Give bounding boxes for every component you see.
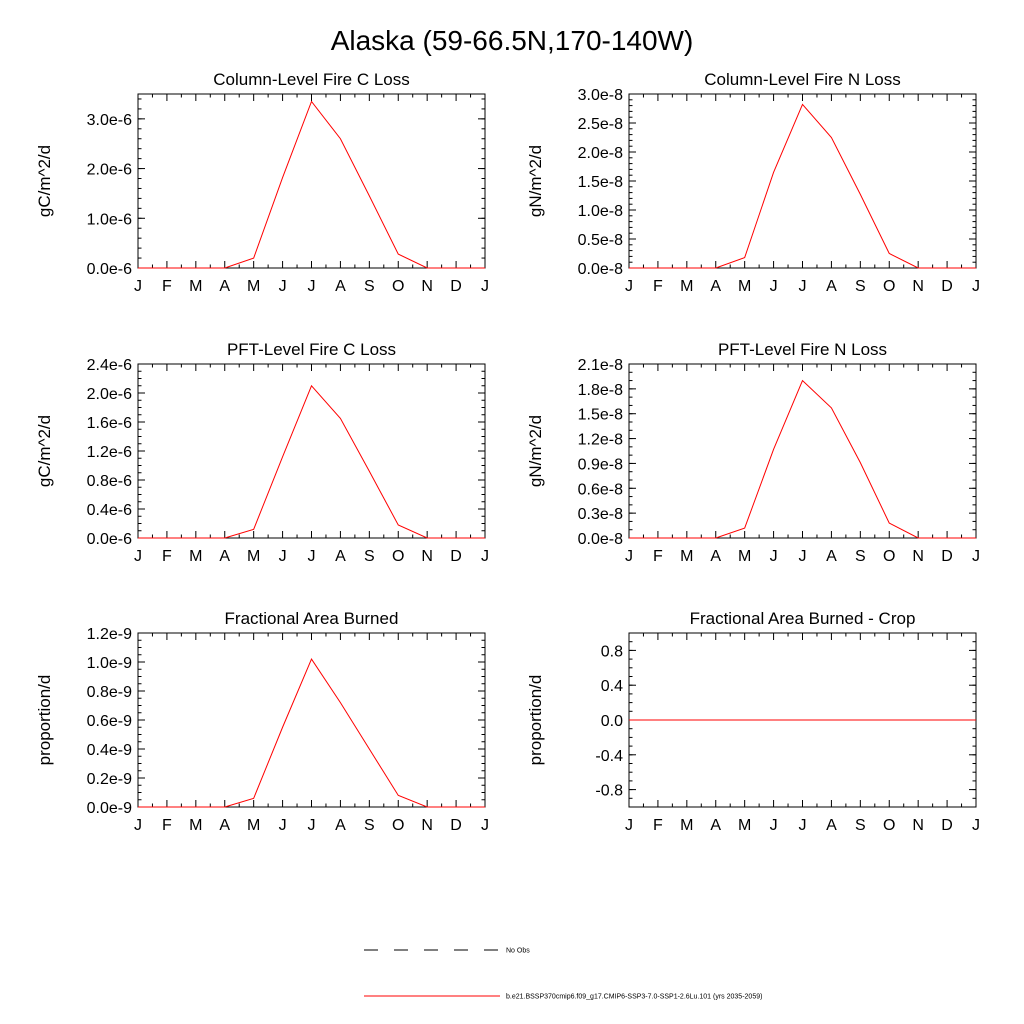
- y-axis-label: gN/m^2/d: [526, 144, 545, 218]
- y-tick-label: 2.0e-8: [577, 145, 623, 162]
- x-tick-label: O: [883, 278, 896, 295]
- y-axis-label: gN/m^2/d: [526, 414, 545, 488]
- series-line-1: [138, 659, 485, 807]
- x-tick-label: J: [972, 278, 980, 295]
- y-tick-label: 0.0e-8: [577, 531, 623, 548]
- x-tick-label: N: [421, 278, 433, 295]
- x-tick-label: A: [219, 548, 231, 565]
- x-tick-label: O: [883, 817, 896, 834]
- x-tick-label: J: [798, 548, 807, 565]
- plot-frame: [629, 364, 976, 538]
- x-tick-label: J: [625, 548, 633, 565]
- y-axis-label: gC/m^2/d: [35, 144, 54, 218]
- y-tick-label: 0.0e-6: [86, 261, 132, 278]
- x-tick-label: O: [392, 817, 405, 834]
- y-tick-label: 3.0e-6: [86, 111, 132, 129]
- x-tick-label: A: [219, 278, 231, 295]
- y-tick-label: 0.9e-8: [577, 456, 623, 474]
- x-tick-label: F: [162, 548, 172, 565]
- series-line-1: [138, 386, 485, 538]
- y-tick-label: 2.4e-6: [86, 357, 132, 374]
- y-tick-label: 1.0e-8: [577, 203, 623, 220]
- x-tick-label: F: [653, 278, 663, 295]
- x-tick-label: J: [625, 817, 633, 834]
- x-tick-label: S: [363, 817, 375, 834]
- chart-panel-6: [526, 609, 980, 834]
- x-tick-label: M: [247, 278, 261, 295]
- x-tick-label: D: [941, 817, 953, 834]
- y-tick-label: 1.0e-9: [86, 655, 132, 672]
- x-tick-label: S: [854, 278, 866, 295]
- chart-panel-5: [35, 609, 489, 834]
- y-tick-label: -0.8: [595, 782, 623, 800]
- x-tick-label: M: [738, 817, 752, 834]
- x-tick-label: J: [769, 817, 778, 834]
- y-tick-label: 0.0e-8: [577, 261, 623, 278]
- y-tick-label: 0.6e-8: [577, 481, 623, 499]
- x-tick-label: J: [625, 278, 633, 295]
- x-tick-label: F: [162, 278, 172, 295]
- x-tick-label: J: [481, 817, 489, 834]
- x-tick-label: F: [653, 548, 663, 565]
- x-tick-label: A: [826, 817, 837, 834]
- chart-panel-1: [35, 70, 489, 295]
- x-tick-label: J: [972, 817, 980, 834]
- x-tick-label: J: [307, 278, 316, 295]
- y-tick-label: 1.0e-6: [86, 211, 132, 229]
- y-tick-label: 0.0e-6: [86, 531, 132, 548]
- x-tick-label: O: [392, 548, 405, 565]
- y-tick-label: 1.2e-9: [86, 626, 132, 643]
- x-tick-label: A: [826, 278, 837, 295]
- x-tick-label: J: [278, 278, 287, 295]
- y-tick-label: 0.8: [600, 643, 623, 661]
- x-tick-label: M: [680, 278, 694, 295]
- x-tick-label: A: [335, 278, 346, 295]
- x-tick-label: S: [363, 548, 375, 565]
- panel-title: Column-Level Fire C Loss: [213, 70, 410, 89]
- x-tick-label: J: [798, 278, 807, 295]
- x-tick-label: J: [134, 548, 142, 565]
- legend-model-label: b.e21.BSSP370cmip6.f09_g17.CMIP6-SSP3-7.0-SSP1-2.6Lu.101 (yrs 2035-2059): [506, 993, 763, 1001]
- plot-frame: [138, 364, 485, 538]
- x-tick-label: J: [481, 548, 489, 565]
- y-tick-label: 0.2e-9: [86, 771, 132, 788]
- legend-no-obs-label: No Obs: [506, 947, 530, 955]
- x-tick-label: O: [883, 548, 896, 565]
- series-line-1: [629, 104, 976, 268]
- x-tick-label: F: [653, 817, 663, 834]
- panel-title: Fractional Area Burned - Crop: [689, 609, 916, 628]
- plot-frame: [138, 94, 485, 268]
- y-tick-label: 0.4: [600, 678, 623, 696]
- x-tick-label: F: [162, 817, 172, 834]
- x-tick-label: D: [941, 548, 953, 565]
- x-tick-label: M: [189, 817, 203, 834]
- x-tick-label: A: [335, 817, 346, 834]
- plot-frame: [629, 94, 976, 268]
- x-tick-label: J: [769, 548, 778, 565]
- x-tick-label: J: [769, 278, 778, 295]
- y-tick-label: 2.0e-6: [86, 386, 132, 403]
- x-tick-label: A: [710, 548, 722, 565]
- y-tick-label: -0.4: [595, 747, 623, 765]
- y-axis-label: proportion/d: [35, 674, 54, 766]
- y-tick-label: 0.8e-6: [86, 473, 132, 490]
- x-tick-label: M: [247, 548, 261, 565]
- panels-group: [35, 70, 980, 834]
- x-tick-label: N: [912, 548, 924, 565]
- y-tick-label: 2.5e-8: [577, 116, 623, 133]
- chart-panel-3: [35, 340, 489, 565]
- x-tick-label: S: [854, 548, 866, 565]
- y-tick-label: 0.6e-9: [86, 713, 132, 730]
- y-tick-label: 1.5e-8: [577, 406, 623, 424]
- series-line-1: [138, 101, 485, 268]
- x-tick-label: M: [189, 548, 203, 565]
- chart-panel-4: [526, 340, 980, 565]
- x-tick-label: J: [134, 278, 142, 295]
- x-tick-label: N: [421, 548, 433, 565]
- x-tick-label: O: [392, 278, 405, 295]
- y-tick-label: 1.5e-8: [577, 174, 623, 191]
- y-axis-label: gC/m^2/d: [35, 414, 54, 488]
- x-tick-label: N: [912, 817, 924, 834]
- x-tick-label: M: [680, 548, 694, 565]
- y-tick-label: 0.4e-6: [86, 502, 132, 519]
- y-tick-label: 0.0: [600, 713, 623, 730]
- x-tick-label: D: [941, 278, 953, 295]
- x-tick-label: N: [912, 278, 924, 295]
- panel-title: Column-Level Fire N Loss: [704, 70, 901, 89]
- series-line-1: [629, 381, 976, 538]
- y-tick-label: 0.5e-8: [577, 232, 623, 249]
- panel-title: Fractional Area Burned: [224, 609, 399, 628]
- x-tick-label: M: [247, 817, 261, 834]
- x-tick-label: M: [189, 278, 203, 295]
- x-tick-label: A: [335, 548, 346, 565]
- panel-title: PFT-Level Fire C Loss: [226, 340, 397, 359]
- x-tick-label: J: [972, 548, 980, 565]
- x-tick-label: J: [134, 817, 142, 834]
- x-tick-label: J: [278, 548, 287, 565]
- y-axis-label: proportion/d: [526, 674, 545, 766]
- figure-title: Alaska (59-66.5N,170-140W): [330, 25, 694, 56]
- y-tick-label: 0.4e-9: [86, 742, 132, 759]
- chart-panel-2: [526, 70, 980, 295]
- x-tick-label: S: [854, 817, 866, 834]
- y-tick-label: 0.3e-8: [577, 506, 623, 524]
- x-tick-label: N: [421, 817, 433, 834]
- y-tick-label: 1.2e-8: [577, 431, 623, 449]
- y-tick-label: 0.8e-9: [86, 684, 132, 701]
- x-tick-label: D: [450, 817, 462, 834]
- x-tick-label: M: [738, 278, 752, 295]
- x-tick-label: J: [307, 548, 316, 565]
- y-tick-label: 1.8e-8: [577, 381, 623, 399]
- x-tick-label: A: [826, 548, 837, 565]
- x-tick-label: J: [307, 817, 316, 834]
- x-tick-label: A: [219, 817, 231, 834]
- x-tick-label: D: [450, 548, 462, 565]
- x-tick-label: A: [710, 278, 722, 295]
- x-tick-label: M: [680, 817, 694, 834]
- x-tick-label: J: [798, 817, 807, 834]
- y-tick-label: 3.0e-8: [577, 87, 623, 104]
- x-tick-label: A: [710, 817, 722, 834]
- x-tick-label: S: [363, 278, 375, 295]
- y-tick-label: 0.0e-9: [86, 800, 132, 817]
- y-tick-label: 2.0e-6: [86, 161, 132, 179]
- panel-title: PFT-Level Fire N Loss: [717, 340, 888, 359]
- x-tick-label: J: [481, 278, 489, 295]
- y-tick-label: 2.1e-8: [577, 357, 623, 374]
- legend: [364, 948, 762, 1001]
- x-tick-label: M: [738, 548, 752, 565]
- y-tick-label: 1.6e-6: [86, 415, 132, 432]
- x-tick-label: J: [278, 817, 287, 834]
- x-tick-label: D: [450, 278, 462, 295]
- y-tick-label: 1.2e-6: [86, 444, 132, 461]
